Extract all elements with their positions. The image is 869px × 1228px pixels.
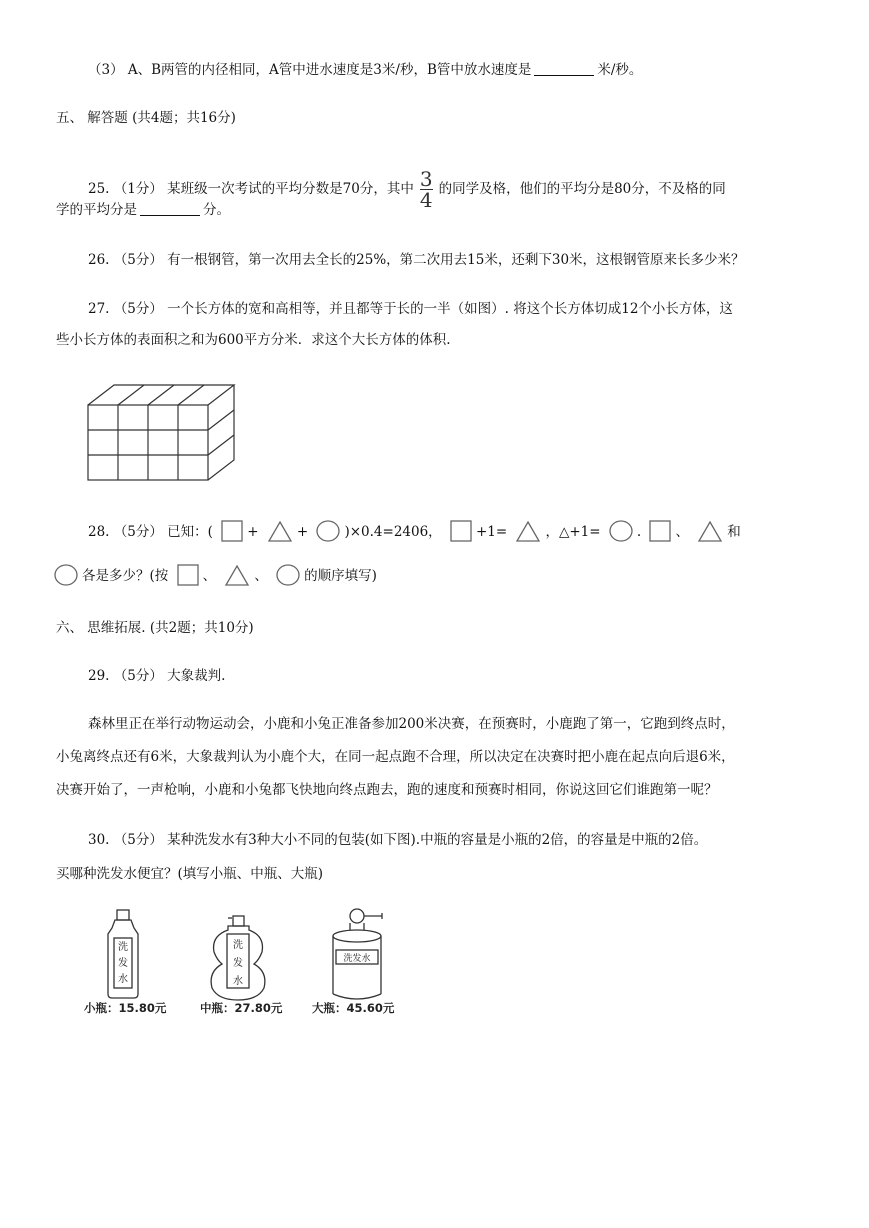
square-icon: [177, 564, 199, 586]
triangle-icon: [515, 520, 541, 542]
question-29-para-3: 决赛开始了，一声枪响，小鹿和小兔都飞快地向终点跑去，跑的速度和预赛时相同，你说这回它们谁跑第一呢？: [56, 782, 718, 798]
question-number: 25.: [88, 181, 110, 197]
question-29-para-2: 小兔离终点还有6米，大象裁判认为小鹿个大，在同一起点跑不合理，所以决定在决赛时把小鹿在起点向后退6米，: [56, 749, 735, 765]
question-30: [88, 830, 707, 850]
bottle-label-char: 发: [233, 958, 243, 969]
big-bottle-label: 洗发水: [343, 954, 371, 964]
big-bottle-price: 大瓶：45.60元: [312, 1001, 395, 1015]
triangle-icon: [697, 520, 723, 542]
bottle-label-char: 洗: [233, 940, 243, 951]
question-text: A、B两管的内径相同，A管中进水速度是3米/秒，B管中放水速度是: [123, 62, 532, 78]
question-number: 26.: [88, 252, 110, 268]
answer-blank[interactable]: [534, 62, 594, 76]
question-text: 一个长方体的宽和高相等，并且都等于长的一半（如图）. 将这个长方体切成12个小长方体，这: [162, 301, 733, 317]
bottle-label-char: 发: [118, 958, 128, 969]
answer-blank[interactable]: [140, 202, 200, 216]
section-heading-5: 五、 解答题 (共4题；共16分): [56, 110, 236, 126]
question-score: （5分）: [113, 832, 163, 848]
question-score: （5分）: [113, 252, 163, 268]
cuboid-figure: [86, 383, 238, 483]
question-text: 某班级一次考试的平均分数是70分，其中: [162, 181, 414, 197]
square-icon: [649, 520, 671, 542]
question-score: （5分）: [113, 668, 163, 684]
middle-bottle-price: 中瓶：27.80元: [200, 1001, 283, 1015]
question-text-tail: 米/秒。: [597, 62, 643, 78]
triangle-icon: [267, 520, 293, 542]
small-bottle-price: 小瓶：15.80元: [84, 1001, 167, 1015]
fraction-three-quarters: $\frac{3}{4}$: [419, 167, 433, 212]
question-24-3: [88, 60, 642, 80]
shampoo-bottles-figure: [82, 908, 412, 1020]
question-title: 大象裁判.: [162, 668, 226, 684]
question-number: 27.: [88, 301, 110, 317]
question-28-cont: 各是多少？(按 、 、 的顺序填写): [50, 564, 377, 586]
question-27-cont: 些小长方体的表面积之和为600平方分米．求这个大长方体的体积.: [56, 332, 451, 348]
question-29-para-1: 森林里正在举行动物运动会，小鹿和小兔正准备参加200米决赛，在预赛时，小鹿跑了第一，它跑到终点时，: [88, 716, 735, 732]
question-number: 29.: [88, 668, 110, 684]
question-text: 有一根钢管，第一次用去全长的25%，第二次用去15米，还剩下30米，这根钢管原来长多少米？: [162, 252, 745, 268]
bottle-label-char: 洗: [118, 942, 128, 953]
question-27: [88, 299, 733, 319]
square-icon: [221, 520, 243, 542]
question-text: 某种洗发水有3种大小不同的包装(如下图).中瓶的容量是小瓶的2倍，的容量是中瓶的2倍。: [162, 832, 708, 848]
circle-icon: [316, 520, 340, 542]
circle-icon: [276, 564, 300, 586]
question-28: 28. （5分） 已知：( + + )×0.4=2406， +1= ，△+1= . 、 和: [88, 520, 741, 542]
triangle-icon: [224, 564, 250, 586]
question-29: [88, 666, 225, 686]
question-25-cont: 学的平均分是 分。: [56, 202, 230, 218]
bottle-label-char: 水: [118, 974, 128, 985]
question-score: （5分）: [113, 524, 163, 540]
circle-icon: [609, 520, 633, 542]
question-number: 28.: [88, 524, 110, 540]
question-number: （3）: [88, 62, 124, 78]
square-icon: [450, 520, 472, 542]
section-heading-6: 六、 思维拓展. (共2题；共10分): [56, 620, 254, 636]
question-26: [88, 250, 745, 270]
question-text-2: 的同学及格，他们的平均分是80分，不及格的同: [438, 181, 726, 197]
question-score: （1分）: [113, 181, 163, 197]
bottle-label-char: 水: [233, 976, 243, 987]
question-score: （5分）: [113, 301, 163, 317]
question-number: 30.: [88, 832, 110, 848]
question-30-cont: 买哪种洗发水便宜？(填写小瓶、中瓶、大瓶): [56, 866, 324, 882]
circle-icon: [54, 564, 78, 586]
